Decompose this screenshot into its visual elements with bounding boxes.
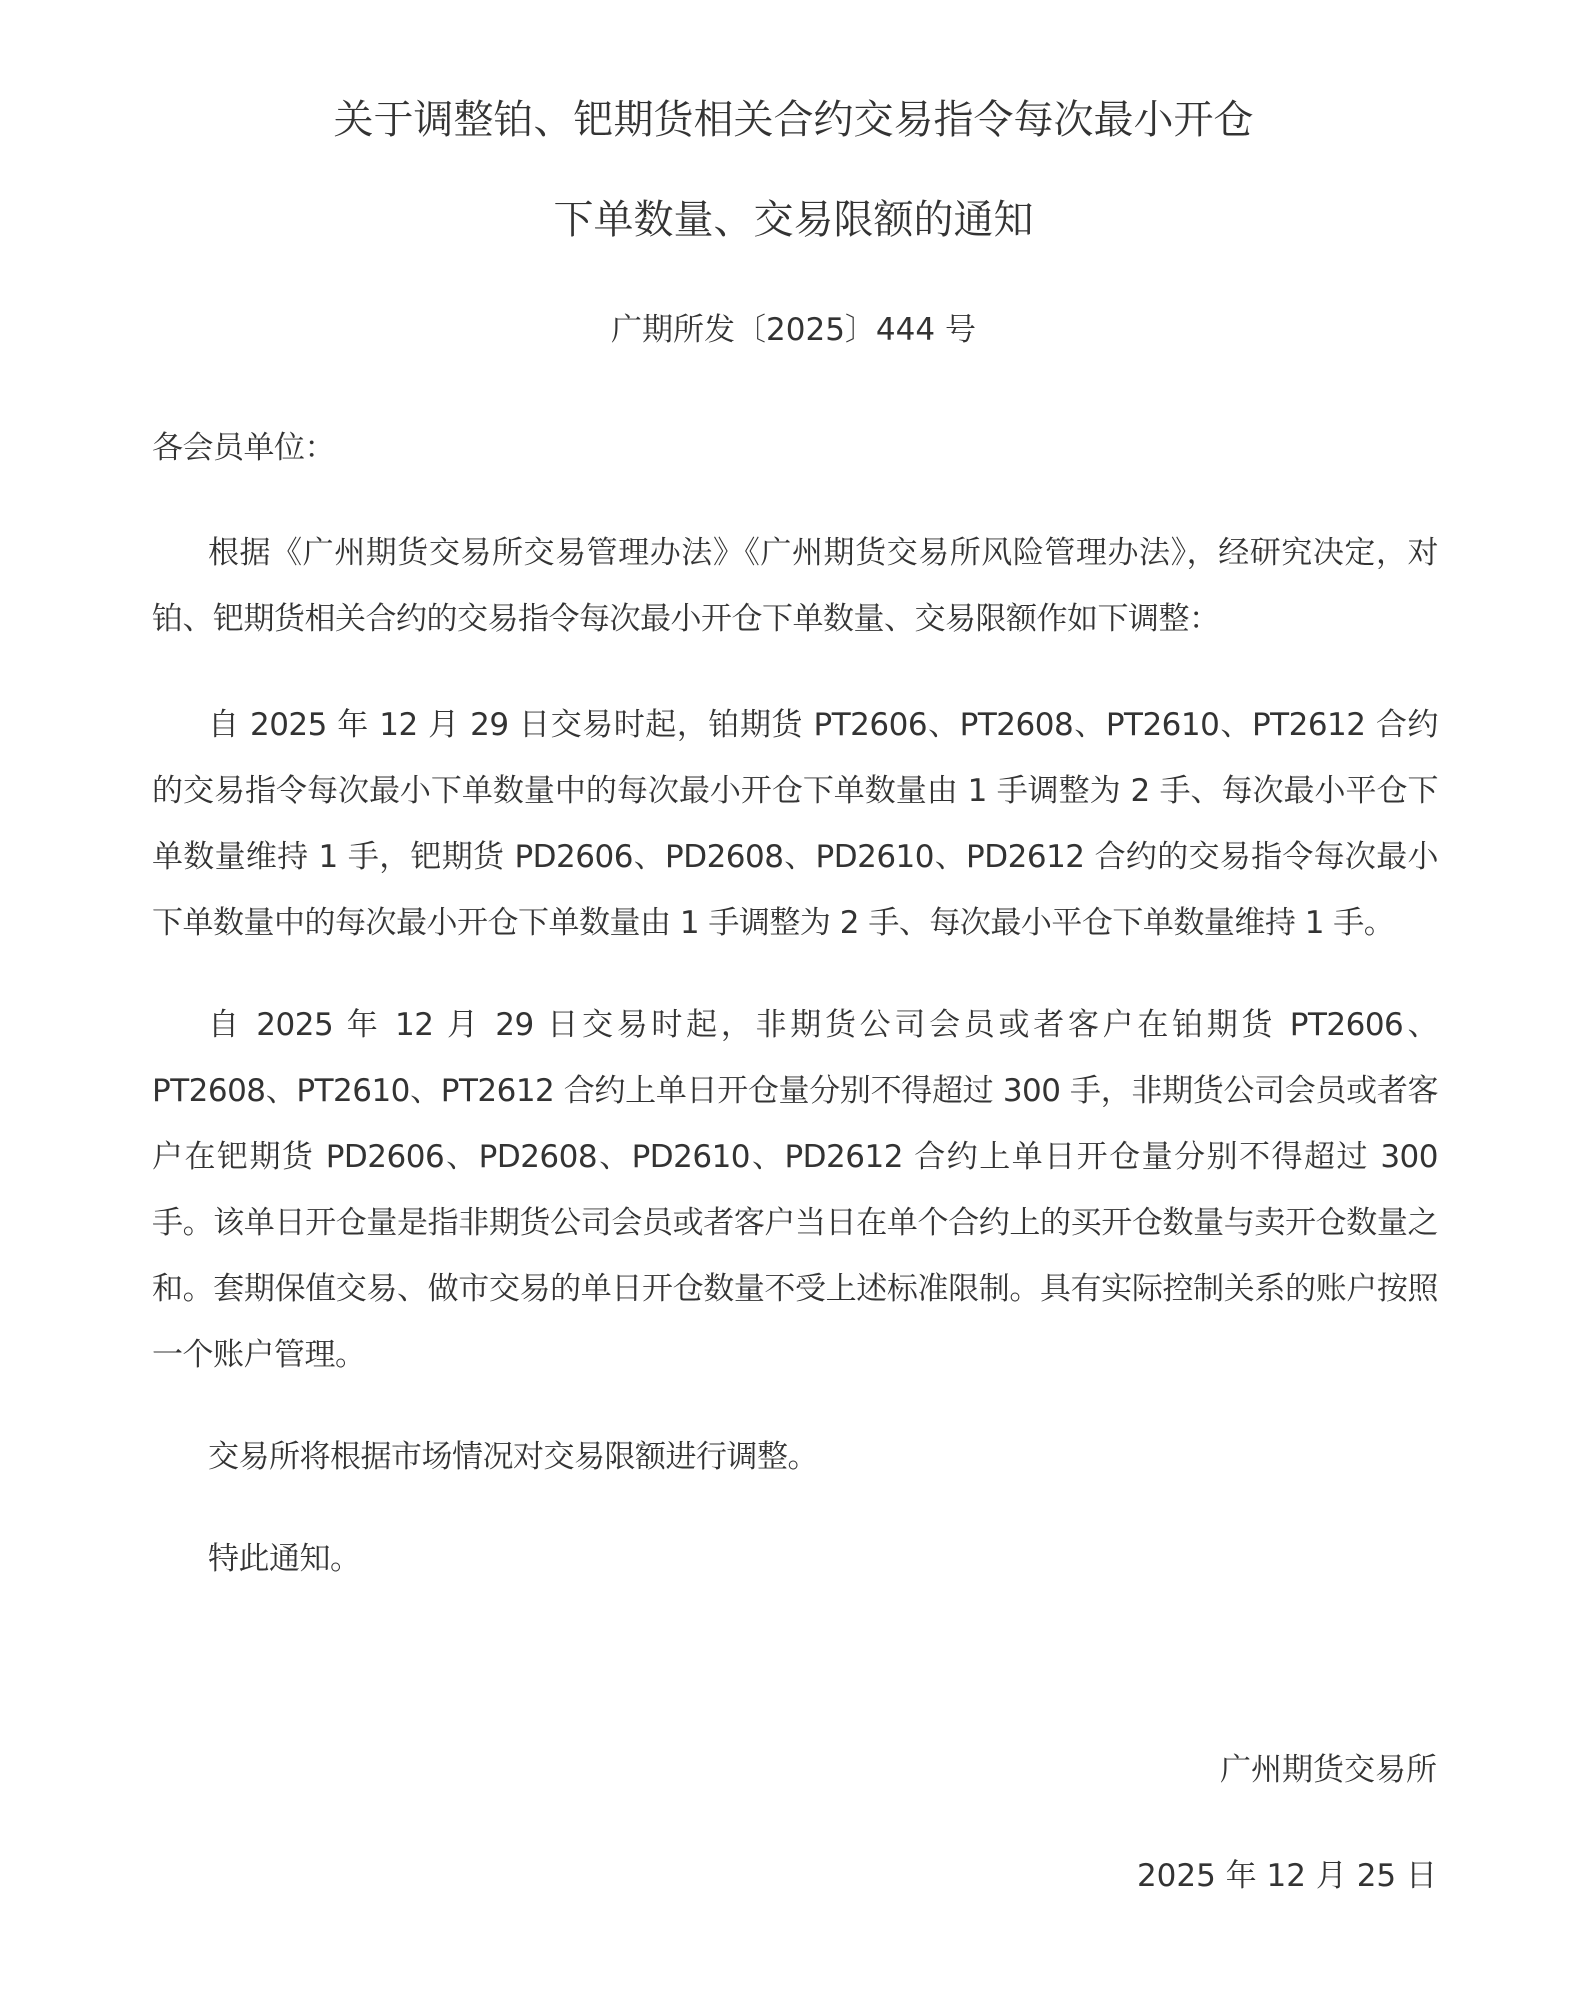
paragraph-basis: 根据《广州期货交易所交易管理办法》《广州期货交易所风险管理办法》，经研究决定，对铂、钯期货相关合约的交易指令每次最小开仓下单数量、交易限额作如下调整：: [152, 535, 1438, 637]
salutation: 各会员单位：: [152, 430, 335, 466]
issue-date: 2025 年 12 月 25 日: [1136, 1858, 1437, 1894]
title-line-1: 关于调整铂、钯期货相关合约交易指令每次最小开仓: [333, 97, 1254, 143]
paragraph-trading-limit: 自 2025 年 12 月 29 日交易时起，非期货公司会员或者客户在铂期货 PT2606、PT2608、PT2610、PT2612 合约上单日开仓量分别不得超过 300 手，非期货公司会员或者客户在钯期货 PD2606、PD2608、PD2610、PD2612 合约上单日开仓量分别不得超过 300 手。该单日开仓量是指非期货公司会员或者客户当日在单个合约上的买开仓数量与卖开仓数量之和。套期保值交易、做市交易的单日开仓数量不受上述标准限制。具有实际控制关系的账户按照一个账户管理。: [152, 1007, 1438, 1373]
paragraph-adjustment-note: 交易所将根据市场情况对交易限额进行调整。: [208, 1439, 818, 1475]
title-line-2: 下单数量、交易限额的通知: [553, 197, 1034, 243]
document-number: 广期所发〔2025〕444 号: [611, 312, 976, 348]
issuer-signature: 广州期货交易所: [1220, 1752, 1437, 1788]
paragraph-closing: 特此通知。: [208, 1541, 361, 1577]
paragraph-min-order-quantity: 自 2025 年 12 月 29 日交易时起，铂期货 PT2606、PT2608、PT2610、PT2612 合约的交易指令每次最小下单数量中的每次最小开仓下单数量由 1 手调整为 2 手、每次最小平仓下单数量维持 1 手，钯期货 PD2606、PD2608、PD2610、PD2612 合约的交易指令每次最小下单数量中的每次最小开仓下单数量由 1 手调整为 2 手、每次最小平仓下单数量维持 1 手。: [152, 707, 1438, 941]
